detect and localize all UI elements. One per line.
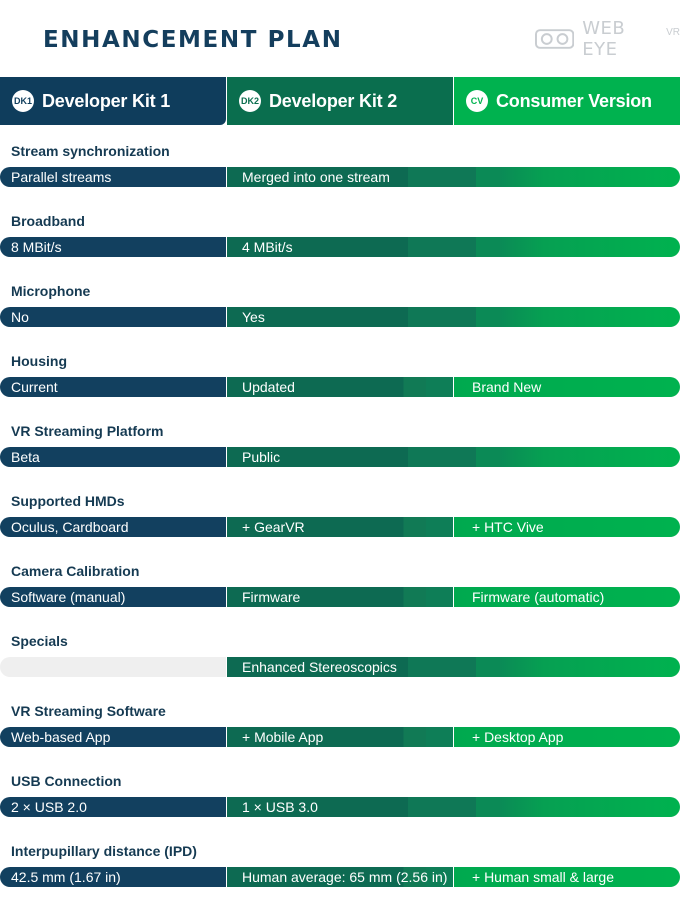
- logo-text: WEB EYE: [582, 18, 626, 60]
- dk2-value: + Mobile App: [227, 727, 453, 747]
- feature-label: Interpupillary distance (IPD): [11, 843, 197, 859]
- dk2-badge-icon: DK2: [239, 90, 261, 112]
- dk1-value: Oculus, Cardboard: [0, 517, 226, 537]
- feature-bar: [0, 167, 680, 187]
- dk2-value: Merged into one stream: [227, 167, 680, 187]
- feature-bar: [0, 587, 680, 607]
- dk1-value: Parallel streams: [0, 167, 226, 187]
- feature-row: [0, 700, 680, 770]
- cv-value: + Desktop App: [454, 727, 680, 747]
- dk1-value: Current: [0, 377, 226, 397]
- feature-label: VR Streaming Platform: [11, 423, 164, 439]
- dk2-value: Updated: [227, 377, 453, 397]
- dk2-value: 4 MBit/s: [227, 237, 680, 257]
- vr-goggles-icon: [535, 27, 574, 51]
- dk1-badge-icon: DK1: [12, 90, 34, 112]
- feature-row: [0, 770, 680, 840]
- feature-bar: [0, 307, 680, 327]
- feature-label: Specials: [11, 633, 68, 649]
- feature-row: [0, 210, 680, 280]
- feature-bar: [0, 377, 680, 397]
- column-header-dk1: [0, 77, 226, 125]
- dk1-value: Web-based App: [0, 727, 226, 747]
- feature-label: Supported HMDs: [11, 493, 125, 509]
- logo: [535, 18, 680, 60]
- feature-bar: [0, 517, 680, 537]
- dk1-value: Beta: [0, 447, 226, 467]
- feature-bar: [0, 867, 680, 887]
- column-header-cv: [454, 77, 680, 125]
- column-label: Developer Kit 2: [269, 90, 398, 111]
- feature-row: [0, 490, 680, 560]
- cv-value: Firmware (automatic): [454, 587, 680, 607]
- feature-bar: [0, 237, 680, 257]
- column-label: Developer Kit 1: [42, 90, 171, 111]
- feature-label: USB Connection: [11, 773, 122, 789]
- cv-value: Brand New: [454, 377, 680, 397]
- feature-bar: [0, 447, 680, 467]
- feature-bar: [0, 657, 680, 677]
- dk1-value: [0, 657, 226, 677]
- dk2-value: Enhanced Stereoscopics: [227, 657, 680, 677]
- dk2-value: Human average: 65 mm (2.56 in): [227, 867, 453, 887]
- dk2-value: Public: [227, 447, 680, 467]
- dk1-value: 2 × USB 2.0: [0, 797, 226, 817]
- dk1-value: No: [0, 307, 226, 327]
- feature-bar: [0, 727, 680, 747]
- feature-label: Stream synchronization: [11, 143, 170, 159]
- feature-row: [0, 140, 680, 210]
- logo-sup: VR: [666, 26, 680, 38]
- dk1-value: Software (manual): [0, 587, 226, 607]
- feature-row: [0, 630, 680, 700]
- dk2-value: Firmware: [227, 587, 453, 607]
- feature-label: Camera Calibration: [11, 563, 140, 579]
- dk2-value: Yes: [227, 307, 680, 327]
- cv-value: + Human small & large: [454, 867, 680, 887]
- column-label: Consumer Version: [496, 90, 652, 111]
- feature-row: [0, 420, 680, 490]
- feature-label: Microphone: [11, 283, 91, 299]
- feature-row: [0, 560, 680, 630]
- feature-label: Broadband: [11, 213, 85, 229]
- cv-value: + HTC Vive: [454, 517, 680, 537]
- cv-badge-icon: CV: [466, 90, 488, 112]
- dk1-value: 8 MBit/s: [0, 237, 226, 257]
- feature-bar: [0, 797, 680, 817]
- dk2-value: + GearVR: [227, 517, 453, 537]
- dk1-value: 42.5 mm (1.67 in): [0, 867, 226, 887]
- feature-label: VR Streaming Software: [11, 703, 166, 719]
- feature-row: [0, 350, 680, 420]
- feature-label: Housing: [11, 353, 67, 369]
- page-title: ENHANCEMENT PLAN: [43, 27, 343, 53]
- feature-list: [0, 140, 680, 910]
- dk2-value: 1 × USB 3.0: [227, 797, 680, 817]
- feature-row: [0, 840, 680, 910]
- feature-row: [0, 280, 680, 350]
- column-header-dk2: [227, 77, 453, 125]
